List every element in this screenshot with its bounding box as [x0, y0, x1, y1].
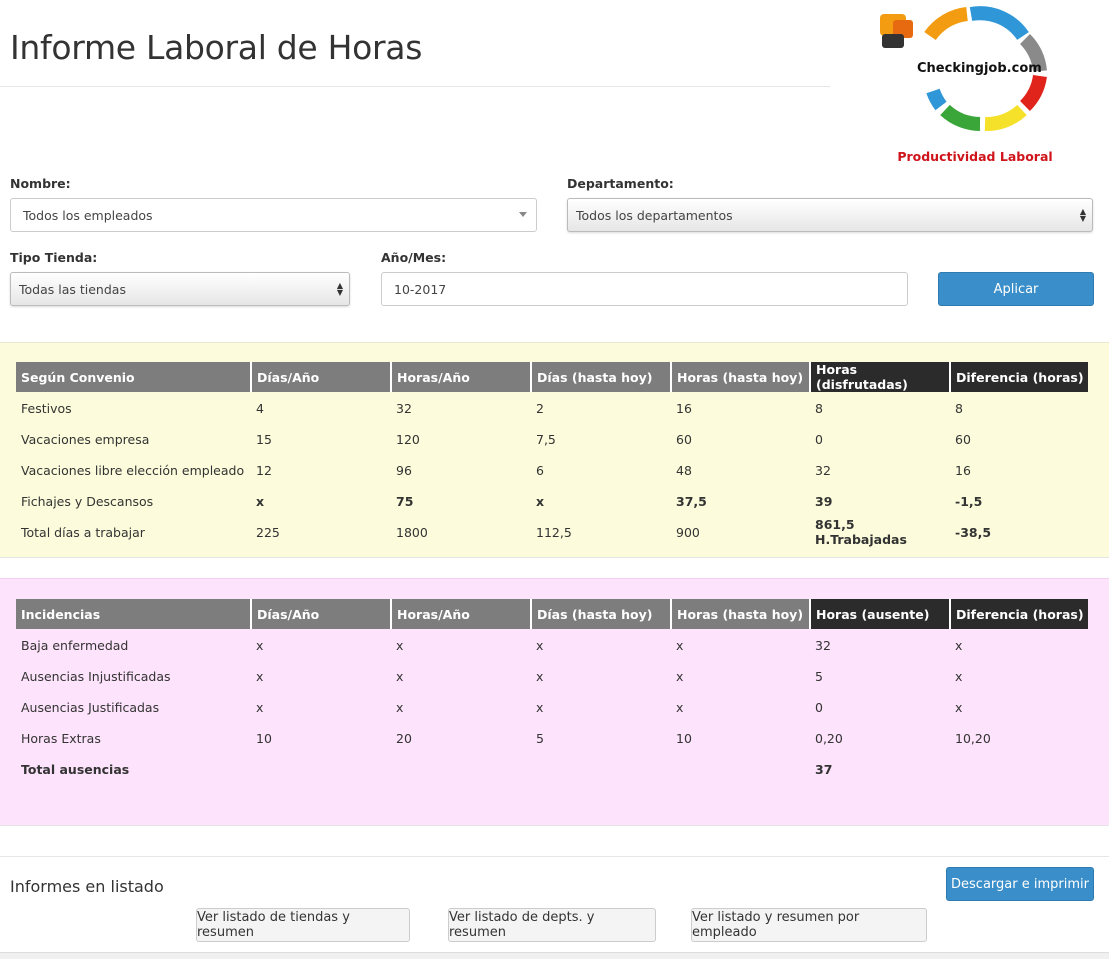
title-divider — [0, 86, 830, 87]
column-header: Horas (hasta hoy) — [671, 362, 810, 392]
anio-mes-input[interactable] — [381, 272, 908, 306]
column-header: Diferencia (horas) — [950, 362, 1088, 392]
table-cell: x — [536, 669, 544, 684]
table-header-row — [16, 362, 1088, 392]
ver-listado-depts-button[interactable]: Ver listado de depts. y resumen — [448, 908, 656, 942]
table-cell: 75 — [396, 494, 414, 509]
convenio-table — [16, 362, 1088, 547]
column-header: Incidencias — [16, 599, 251, 629]
table-cell: 0 — [815, 700, 823, 715]
table-row — [16, 392, 1088, 424]
table-cell: 39 — [815, 494, 833, 509]
table-cell: x — [955, 669, 963, 684]
column-header: Horas (hasta hoy) — [671, 599, 810, 629]
updown-arrows-icon: ▲ ▼ — [1079, 207, 1086, 223]
table-cell: 4 — [256, 400, 264, 416]
column-header: Horas/Año — [391, 599, 531, 629]
table-cell: 32 — [815, 637, 831, 653]
column-header: Según Convenio — [16, 362, 251, 392]
table-cell: x — [536, 700, 544, 715]
column-header: Horas/Año — [391, 362, 531, 392]
table-cell: x — [256, 700, 264, 715]
table-cell: 37,5 — [676, 494, 707, 509]
table-cell: 10 — [256, 731, 272, 746]
download-print-button[interactable]: Descargar e imprimir — [946, 867, 1094, 901]
row-label: Vacaciones empresa — [21, 432, 150, 447]
table-cell: x — [396, 637, 404, 653]
row-label: Vacaciones libre elección empleado — [21, 463, 245, 478]
ver-listado-tiendas-button[interactable]: Ver listado de tiendas y resumen — [196, 908, 410, 942]
table-cell: 7,5 — [536, 432, 556, 447]
incidencias-panel — [0, 578, 1109, 826]
column-header: Horas (ausente) — [810, 599, 950, 629]
column-header: Días/Año — [251, 599, 391, 629]
row-label: Baja enfermedad — [21, 637, 129, 653]
row-label: Ausencias Justificadas — [21, 700, 160, 715]
table-cell: 60 — [955, 432, 971, 447]
table-cell: x — [955, 637, 963, 653]
table-cell: 37 — [815, 762, 833, 777]
updown-arrows-icon: ▲ ▼ — [336, 281, 343, 297]
table-cell — [950, 754, 1088, 785]
table-header-row — [16, 599, 1088, 629]
incidencias-table — [16, 599, 1088, 785]
table-cell — [391, 754, 531, 785]
page-title: Informe Laboral de Horas — [10, 28, 423, 67]
column-header: Días (hasta hoy) — [531, 362, 671, 392]
table-cell: 32 — [396, 400, 412, 416]
table-row — [16, 629, 1088, 661]
table-cell: 16 — [955, 463, 971, 478]
column-header: Días/Año — [251, 362, 391, 392]
ver-listado-empleado-button[interactable]: Ver listado y resumen por empleado — [691, 908, 927, 942]
bottom-bar — [0, 952, 1109, 959]
table-cell: x — [256, 669, 264, 684]
column-header: Horas (disfrutadas) — [810, 362, 950, 392]
table-cell: x — [396, 700, 404, 715]
chevron-down-icon — [519, 212, 527, 217]
row-label: Horas Extras — [21, 731, 101, 746]
table-cell: x — [676, 700, 684, 715]
informes-title: Informes en listado — [10, 877, 164, 896]
table-row — [16, 754, 1088, 785]
convenio-panel — [0, 342, 1109, 558]
logo-tagline: Productividad Laboral — [897, 149, 1053, 164]
table-cell: 5 — [536, 731, 544, 746]
table-cell: x — [396, 669, 404, 684]
table-cell: 6 — [536, 463, 544, 478]
table-cell: 10,20 — [955, 731, 991, 746]
table-row — [16, 692, 1088, 723]
table-cell: x — [955, 700, 963, 715]
table-cell: 12 — [256, 463, 272, 478]
table-cell: x — [536, 637, 544, 653]
table-row — [16, 424, 1088, 455]
table-cell: 96 — [396, 463, 412, 478]
column-header: Días (hasta hoy) — [531, 599, 671, 629]
table-cell: x — [676, 637, 684, 653]
table-row — [16, 486, 1088, 517]
checkingjob-logo — [875, 6, 1055, 166]
nombre-select[interactable] — [10, 198, 537, 232]
tipo-tienda-select[interactable] — [10, 272, 350, 306]
table-cell — [671, 754, 810, 785]
apply-button[interactable]: Aplicar — [938, 272, 1094, 306]
table-row — [16, 455, 1088, 486]
column-header: Diferencia (horas) — [950, 599, 1088, 629]
table-cell: 15 — [256, 432, 272, 447]
anio-mes-label: Año/Mes: — [381, 250, 447, 265]
table-cell: 48 — [676, 463, 692, 478]
logo-text: Checkingjob.com — [917, 61, 1042, 76]
table-cell: 16 — [676, 400, 692, 416]
table-cell: 0 — [815, 432, 823, 447]
nombre-select-value: Todos los empleados — [23, 207, 153, 223]
table-cell: 10 — [676, 731, 692, 746]
table-cell — [251, 754, 391, 785]
departamento-label: Departamento: — [567, 176, 674, 191]
table-cell: 1800 — [396, 524, 428, 540]
table-cell: 225 — [256, 524, 280, 540]
anio-mes-input-value: 10-2017 — [394, 281, 447, 297]
table-cell: 20 — [396, 731, 412, 746]
table-cell: 0,20 — [815, 731, 843, 746]
footer-divider — [0, 856, 1109, 857]
table-cell: x — [676, 669, 684, 684]
table-cell: 32 — [815, 463, 831, 478]
table-cell: x — [536, 494, 545, 509]
row-label: Festivos — [21, 400, 72, 416]
table-cell: 8 — [815, 400, 823, 416]
tipo-tienda-select-value: Todas las tiendas — [19, 281, 126, 297]
table-cell: 112,5 — [536, 524, 572, 540]
table-cell: -38,5 — [955, 524, 992, 540]
row-label: Ausencias Injustificadas — [21, 669, 171, 684]
row-label: Total días a trabajar — [21, 524, 145, 540]
row-label: Total ausencias — [21, 762, 130, 777]
table-cell: 2 — [536, 400, 544, 416]
table-row — [16, 723, 1088, 754]
table-cell: x — [256, 494, 265, 509]
table-cell: 861,5 H.Trabajadas — [815, 517, 907, 547]
departamento-select-value: Todos los departamentos — [576, 207, 733, 223]
table-cell: 60 — [676, 432, 692, 447]
table-cell: 120 — [396, 432, 420, 447]
nombre-label: Nombre: — [10, 176, 71, 191]
table-cell: 900 — [676, 524, 700, 540]
table-row — [16, 661, 1088, 692]
table-cell: -1,5 — [955, 494, 983, 509]
table-cell: 8 — [955, 400, 963, 416]
table-cell — [531, 754, 671, 785]
tipo-tienda-label: Tipo Tienda: — [10, 250, 98, 265]
table-cell: x — [256, 637, 264, 653]
departamento-select[interactable] — [567, 198, 1093, 232]
row-label: Fichajes y Descansos — [21, 494, 154, 509]
table-cell: 5 — [815, 669, 823, 684]
table-row — [16, 517, 1088, 547]
